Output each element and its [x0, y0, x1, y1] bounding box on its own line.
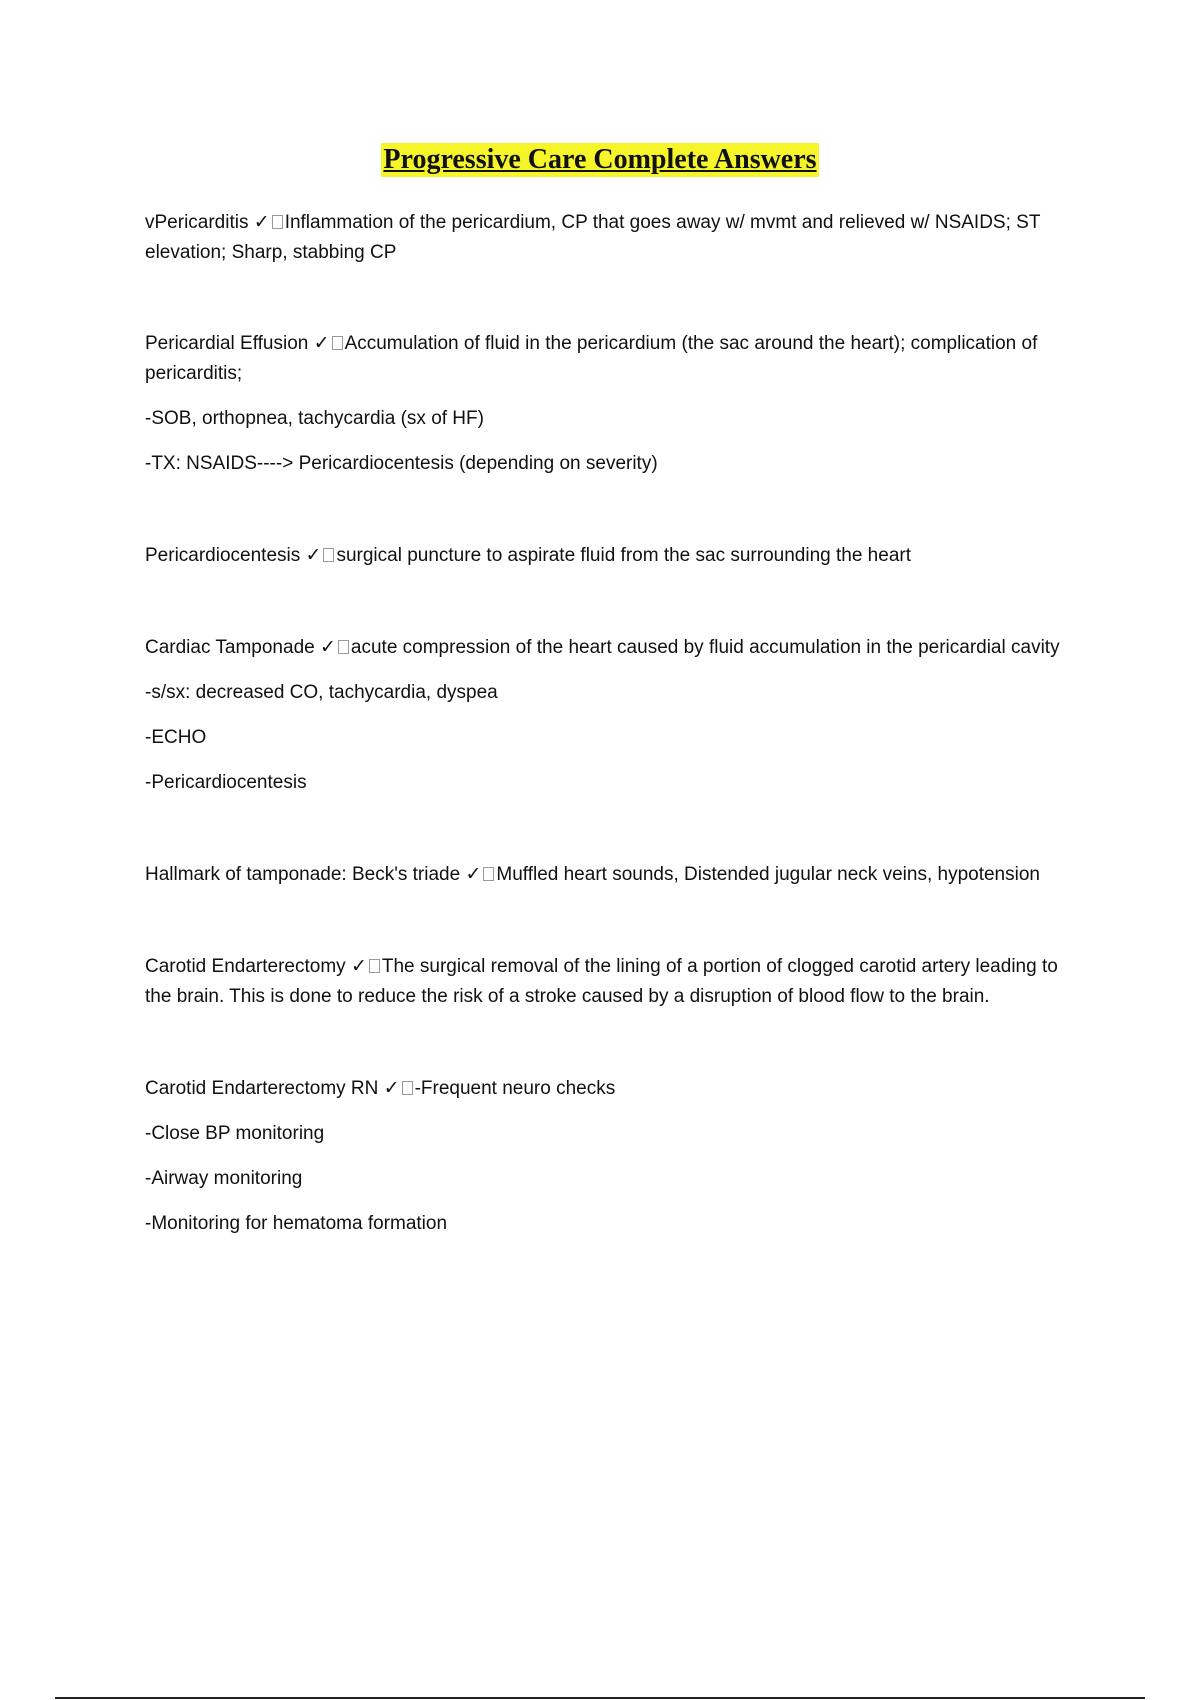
- entry-definition: The surgical removal of the lining of a portion of clogged carotid artery leading to the brain. This is done to reduce the risk of a stroke caused by a disruption of blood flow to the brain.: [145, 956, 1058, 1007]
- entry-carotid-endarterectomy: [145, 951, 1085, 1012]
- entry-line: [145, 951, 1085, 1012]
- check-icon: ✓: [465, 863, 482, 885]
- entry-definition: surgical puncture to aspirate fluid from the sac surrounding the heart: [336, 545, 911, 566]
- check-icon: ✓: [313, 332, 330, 354]
- placeholder-box-icon: [332, 336, 343, 350]
- placeholder-box-icon: [483, 867, 494, 881]
- placeholder-box-icon: [369, 959, 380, 973]
- document-title: Progressive Care Complete Answers: [383, 144, 817, 175]
- entry-term: Pericardiocentesis: [145, 545, 301, 566]
- entry-note: -ECHO: [145, 727, 207, 748]
- entry-line: [145, 632, 1085, 663]
- placeholder-box-icon: [272, 215, 283, 229]
- entry-term: vPericarditis: [145, 212, 249, 233]
- entry-note: -Pericardiocentesis: [145, 772, 307, 793]
- entry-definition: Inflammation of the pericardium, CP that goes away w/ mvmt and relieved w/ NSAIDS; ST elevation; Sharp, stabbing CP: [145, 212, 1041, 263]
- entry-term: Hallmark of tamponade: Beck's triade: [145, 864, 461, 885]
- check-icon: ✓: [253, 211, 270, 233]
- entry-note: -Airway monitoring: [145, 1168, 303, 1189]
- entry-pericarditis: [145, 207, 1085, 268]
- entry-becks-triad: [145, 859, 1085, 890]
- check-icon: ✓: [305, 544, 322, 566]
- entry-line: [145, 1073, 1085, 1104]
- entry-cardiac-tamponade: [145, 632, 1085, 798]
- placeholder-box-icon: [323, 548, 334, 562]
- entry-definition: Accumulation of fluid in the pericardium (the sac around the heart); complication of pericarditis;: [145, 333, 1038, 384]
- content-area: [145, 207, 1085, 1239]
- entry-term: Pericardial Effusion: [145, 333, 309, 354]
- entry-term: Carotid Endarterectomy RN: [145, 1078, 379, 1099]
- entry-note: -TX: NSAIDS----> Pericardiocentesis (depending on severity): [145, 453, 658, 474]
- check-icon: ✓: [383, 1077, 400, 1099]
- entry-definition: -Frequent neuro checks: [414, 1078, 616, 1099]
- entry-note: -Monitoring for hematoma formation: [145, 1213, 448, 1234]
- entry-line: [145, 540, 1085, 571]
- check-icon: ✓: [350, 955, 367, 977]
- entry-line: [145, 207, 1085, 268]
- entry-term: Carotid Endarterectomy: [145, 956, 346, 977]
- entry-line: [145, 328, 1085, 389]
- entry-carotid-endarterectomy-rn: [145, 1073, 1085, 1239]
- entry-definition: Muffled heart sounds, Distended jugular neck veins, hypotension: [496, 864, 1040, 885]
- entry-note: -s/sx: decreased CO, tachycardia, dyspea: [145, 682, 498, 703]
- placeholder-box-icon: [402, 1081, 413, 1095]
- entry-pericardiocentesis: [145, 540, 1085, 571]
- entry-note: -Close BP monitoring: [145, 1123, 325, 1144]
- title-wrap: [0, 143, 1200, 177]
- entry-definition: acute compression of the heart caused by fluid accumulation in the pericardial cavity: [350, 637, 1060, 658]
- entry-note: -SOB, orthopnea, tachycardia (sx of HF): [145, 408, 484, 429]
- placeholder-box-icon: [338, 640, 349, 654]
- footer-rule: [55, 1697, 1145, 1699]
- entry-term: Cardiac Tamponade: [145, 637, 315, 658]
- check-icon: ✓: [319, 636, 336, 658]
- entry-line: [145, 859, 1085, 890]
- entry-pericardial-effusion: [145, 328, 1085, 479]
